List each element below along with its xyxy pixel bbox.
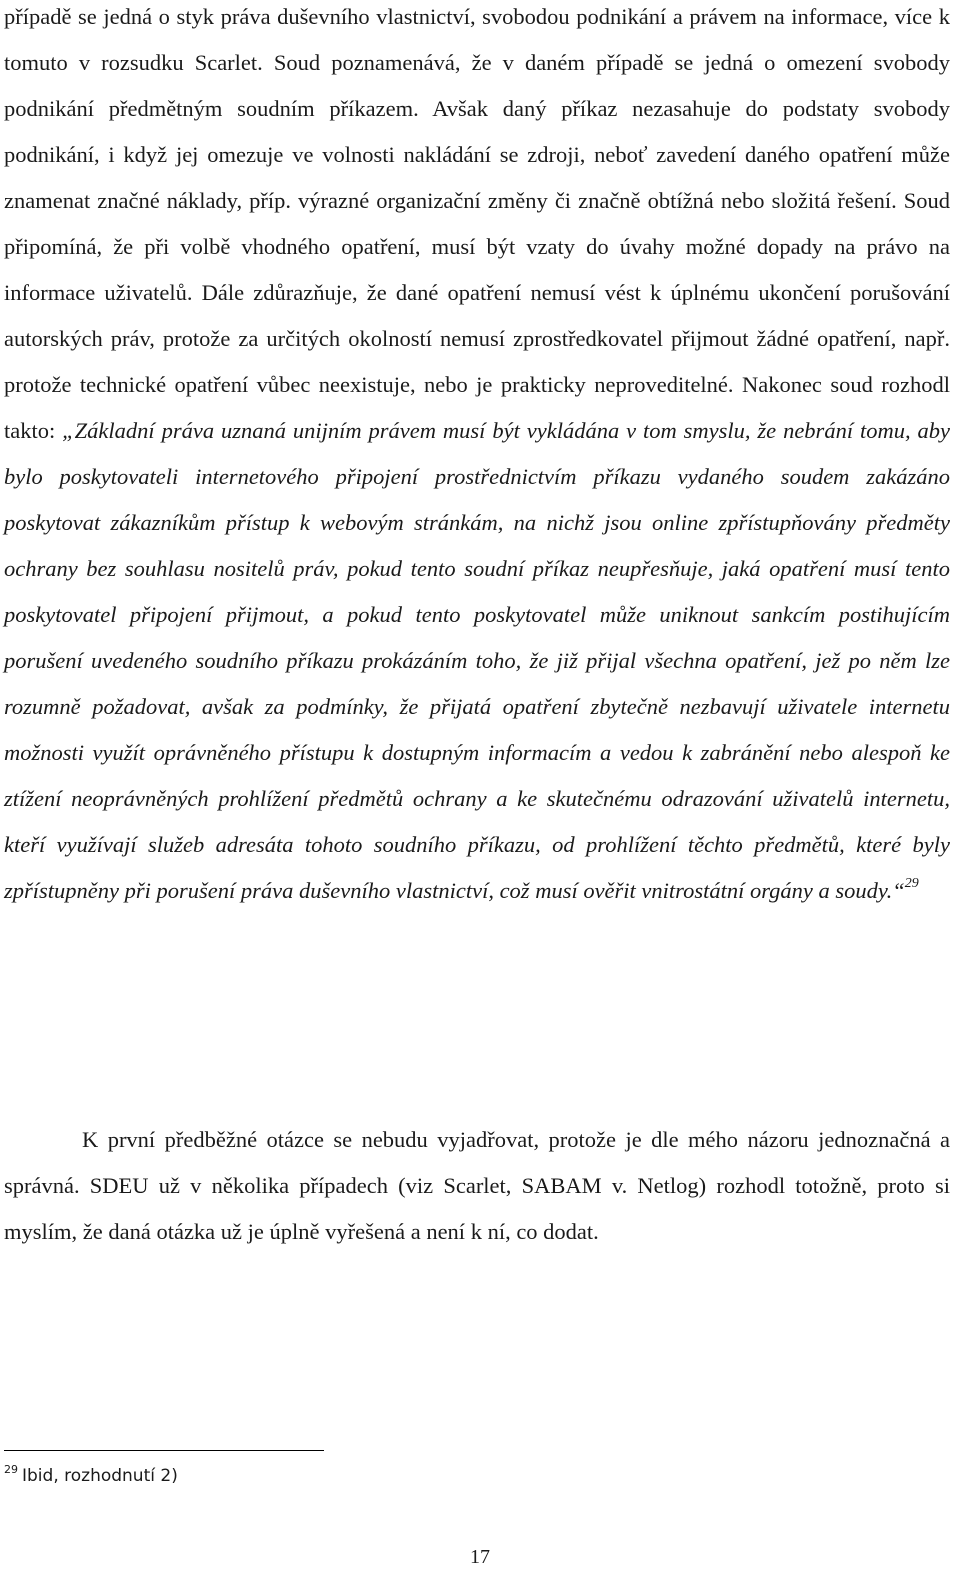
- page-number: 17: [470, 1546, 490, 1568]
- court-ruling-quote: „Základní práva uznaná unijním právem musí být vykládána v tom smyslu, že nebrání tomu, aby bylo poskytovateli internetového připojení prostřednictvím příkazu vydaného soudem zakázáno poskytovat zákazníkům přístup k webovým stránkám, na nichž jsou online zpřístupňovány předměty ochrany bez souhlasu nositelů práv, pokud tento soudní příkaz neupřesňuje, jaká opatření musí tento poskytovatel připojení přijmout, a pokud tento poskytovatel může uniknout sankcím postihujícím porušení uvedeného soudního příkazu prokázáním toho, že již přijal všechna opatření, jež po něm lze rozumně požadovat, avšak za podmínky, že přijatá opatření zbytečně nezbavují uživatele internetu možnosti využít oprávněného přístupu k dostupným informacím a vedou k zabránění nebo alespoň ke ztížení neoprávněných prohlížení předmětů ochrany a ke skutečnému odrazování uživatelů internetu, kteří využívají služeb adresáta tohoto soudního příkazu, od prohlížení těchto předmětů, které byly zpřístupněny při porušení práva duševního vlastnictví, což musí ověřit vnitrostátní orgány a soudy.“: [4, 418, 950, 903]
- footnote-separator: [4, 1450, 324, 1451]
- footnote-reference: 29: [904, 876, 919, 891]
- paragraph-1: [4, 0, 950, 914]
- paragraph-1-text: případě se jedná o styk práva duševního vlastnictví, svobodou podnikání a právem na informace, více k tomuto v rozsudku Scarlet. Soud poznamenává, že v daném případě se jedná o omezení svobody podnikání předmětným soudním příkazem. Avšak daný příkaz nezasahuje do podstaty svobody podnikání, i když jej omezuje ve volnosti nakládání se zdroji, neboť zavedení daného opatření může znamenat značné náklady, příp. výrazné organizační změny či značně obtížná nebo složitá řešení. Soud připomíná, že při volbě vhodného opatření, musí být vzaty do úvahy možné dopady na právo na informace uživatelů. Dále zdůrazňuje, že dané opatření nemusí vést k úplnému ukončení porušování autorských práv, protože za určitých okolností nemusí zprostředkovatel přijmout žádné opatření, např. protože technické opatření vůbec neexistuje, nebo je prakticky neproveditelné. Nakonec soud rozhodl takto:: [4, 4, 950, 443]
- paragraph-2: K první předběžné otázce se nebudu vyjadřovat, protože je dle mého názoru jednoznačná a správná. SDEU už v několika případech (viz Scarlet, SABAM v. Netlog) rozhodl totožně, proto si myslím, že daná otázka už je úplně vyřešená a není k ní, co dodat.: [4, 1127, 950, 1244]
- footnote: [4, 1464, 178, 1488]
- footnote-text: Ibid, rozhodnutí 2): [22, 1466, 178, 1486]
- footnote-number: 29: [4, 1463, 18, 1476]
